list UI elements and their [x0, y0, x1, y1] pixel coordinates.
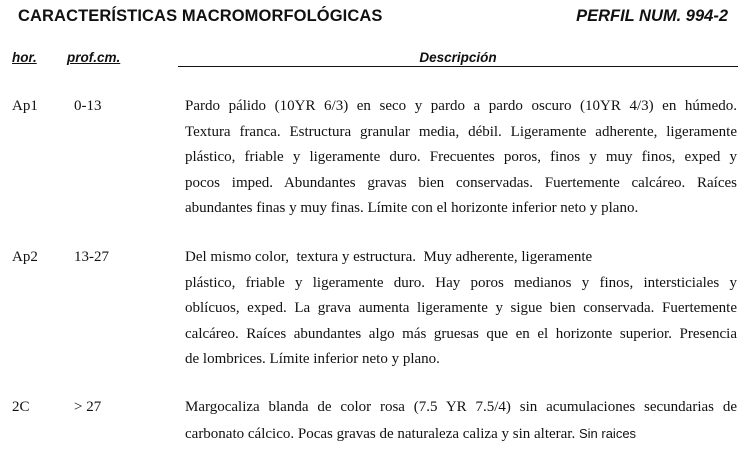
- horizon-label: Ap1: [12, 98, 38, 114]
- description-line: calcáreo. Raíces abundantes algo más gruesas que en el horizonte superior. Presencia: [185, 325, 737, 342]
- horizon-description: [185, 395, 737, 447]
- description-line: Textura franca. Estructura granular media, débil. Ligeramente adherente, ligeramente: [185, 123, 737, 140]
- description-tail: Sin raices: [578, 425, 637, 441]
- description-line: plástico, friable y ligeramente duro. Frecuentes poros, finos y muy finos, exped y: [185, 149, 737, 166]
- description-line: plástico, friable y ligeramente duro. Hay poros medianos y finos, intersticiales y: [185, 274, 737, 291]
- description-text: carbonato cálcico. Pocas gravas de naturaleza caliza y sin alterar.: [185, 425, 576, 442]
- description-line: abundantes finas y muy finas. Límite con el horizonte inferior neto y plano.: [185, 200, 639, 217]
- description-line: pocos imped. Abundantes gravas bien conservadas. Fuertemente calcáreo. Raíces: [185, 174, 737, 191]
- horizon-description: [185, 94, 737, 222]
- profile-number: PERFIL NUM. 994-2: [576, 7, 728, 25]
- column-header-hor: hor.: [12, 50, 37, 65]
- description-line: Pardo pálido (10YR 6/3) en seco y pardo a pardo oscuro (10YR 4/3) en húmedo.: [185, 98, 737, 114]
- description-line: Margocaliza blanda de color rosa (7.5 YR 7.5/4) sin acumulaciones secundarias de: [185, 399, 737, 415]
- horizon-description: [185, 245, 737, 373]
- horizon-depth: 0-13: [74, 98, 102, 114]
- document-title: CARACTERÍSTICAS MACROMORFOLÓGICAS: [18, 7, 383, 25]
- column-header-depth: prof.cm.: [67, 50, 121, 65]
- horizon-label: 2C: [12, 399, 30, 415]
- column-header-description: Descripción: [178, 50, 738, 67]
- description-line: Del mismo color, textura y estructura. Muy adherente, ligeramente: [185, 249, 593, 265]
- description-line: oblícuos, exped. La grava aumenta ligeramente y sigue bien conservada. Fuertemente: [185, 300, 737, 317]
- horizon-depth: 13-27: [74, 249, 109, 265]
- horizon-label: Ap2: [12, 249, 38, 265]
- description-line: de lombrices. Límite inferior neto y plano.: [185, 351, 440, 368]
- horizon-depth: > 27: [74, 399, 102, 415]
- description-line: [185, 421, 737, 448]
